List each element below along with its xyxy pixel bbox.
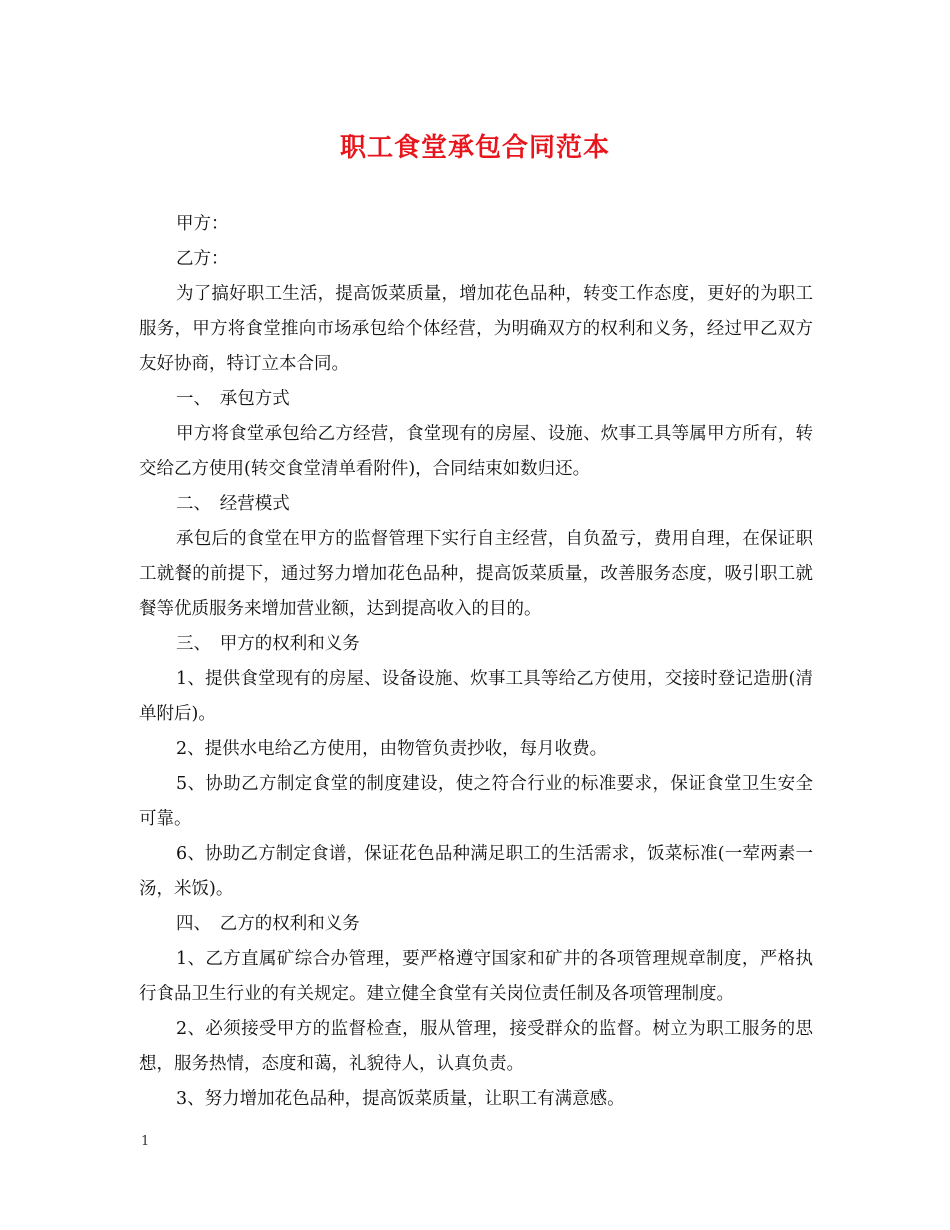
section-3-item-1: 1、提供食堂现有的房屋、设备设施、炊事工具等给乙方使用，交接时登记造册(清单附后)。 (139, 669, 813, 724)
section-heading-3: 三、 甲方的权利和义务 (176, 634, 360, 654)
section-3-item-2: 2、提供水电给乙方使用，由物管负责抄收，每月收费。 (176, 739, 608, 759)
party-a-line: 甲方： (176, 214, 229, 234)
document-title: 职工食堂承包合同范本 (339, 133, 610, 163)
section-4-item-2: 2、必须接受甲方的监督检查，服从管理，接受群众的监督。树立为职工服务的思想，服务热情，态度和蔼，礼貌待人，认真负责。 (139, 1019, 813, 1074)
section-4-item-1: 1、乙方直属矿综合办管理，要严格遵守国家和矿井的各项管理规章制度，严格执行食品卫生行业的有关规定。建立健全食堂有关岗位责任制及各项管理制度。 (139, 949, 813, 1004)
section-4-item-3: 3、努力增加花色品种，提高饭菜质量，让职工有满意感。 (176, 1089, 625, 1109)
section-3-item-6: 6、协助乙方制定食谱，保证花色品种满足职工的生活需求，饭菜标准(一荤两素一汤，米饭)。 (139, 844, 813, 899)
section-3-item-5: 5、协助乙方制定食堂的制度建设，使之符合行业的标准要求，保证食堂卫生安全可靠。 (139, 774, 813, 829)
section-1-paragraph: 甲方将食堂承包给乙方经营，食堂现有的房屋、设施、炊事工具等属甲方所有，转交给乙方使用(转交食堂清单看附件)，合同结束如数归还。 (139, 424, 813, 479)
section-heading-4: 四、 乙方的权利和义务 (176, 914, 360, 934)
document-body (139, 207, 813, 1117)
section-heading-1: 一、 承包方式 (176, 389, 290, 409)
page-number: 1 (141, 1134, 150, 1149)
section-heading-2: 二、 经营模式 (176, 494, 290, 514)
preamble-paragraph: 为了搞好职工生活，提高饭菜质量，增加花色品种，转变工作态度，更好的为职工服务，甲方将食堂推向市场承包给个体经营，为明确双方的权利和义务，经过甲乙双方友好协商，特订立本合同。 (139, 284, 813, 374)
section-2-paragraph: 承包后的食堂在甲方的监督管理下实行自主经营，自负盈亏，费用自理，在保证职工就餐的前提下，通过努力增加花色品种，提高饭菜质量，改善服务态度，吸引职工就餐等优质服务来增加营业额，达到提高收入的目的。 (139, 529, 813, 619)
party-b-line: 乙方： (176, 249, 229, 269)
